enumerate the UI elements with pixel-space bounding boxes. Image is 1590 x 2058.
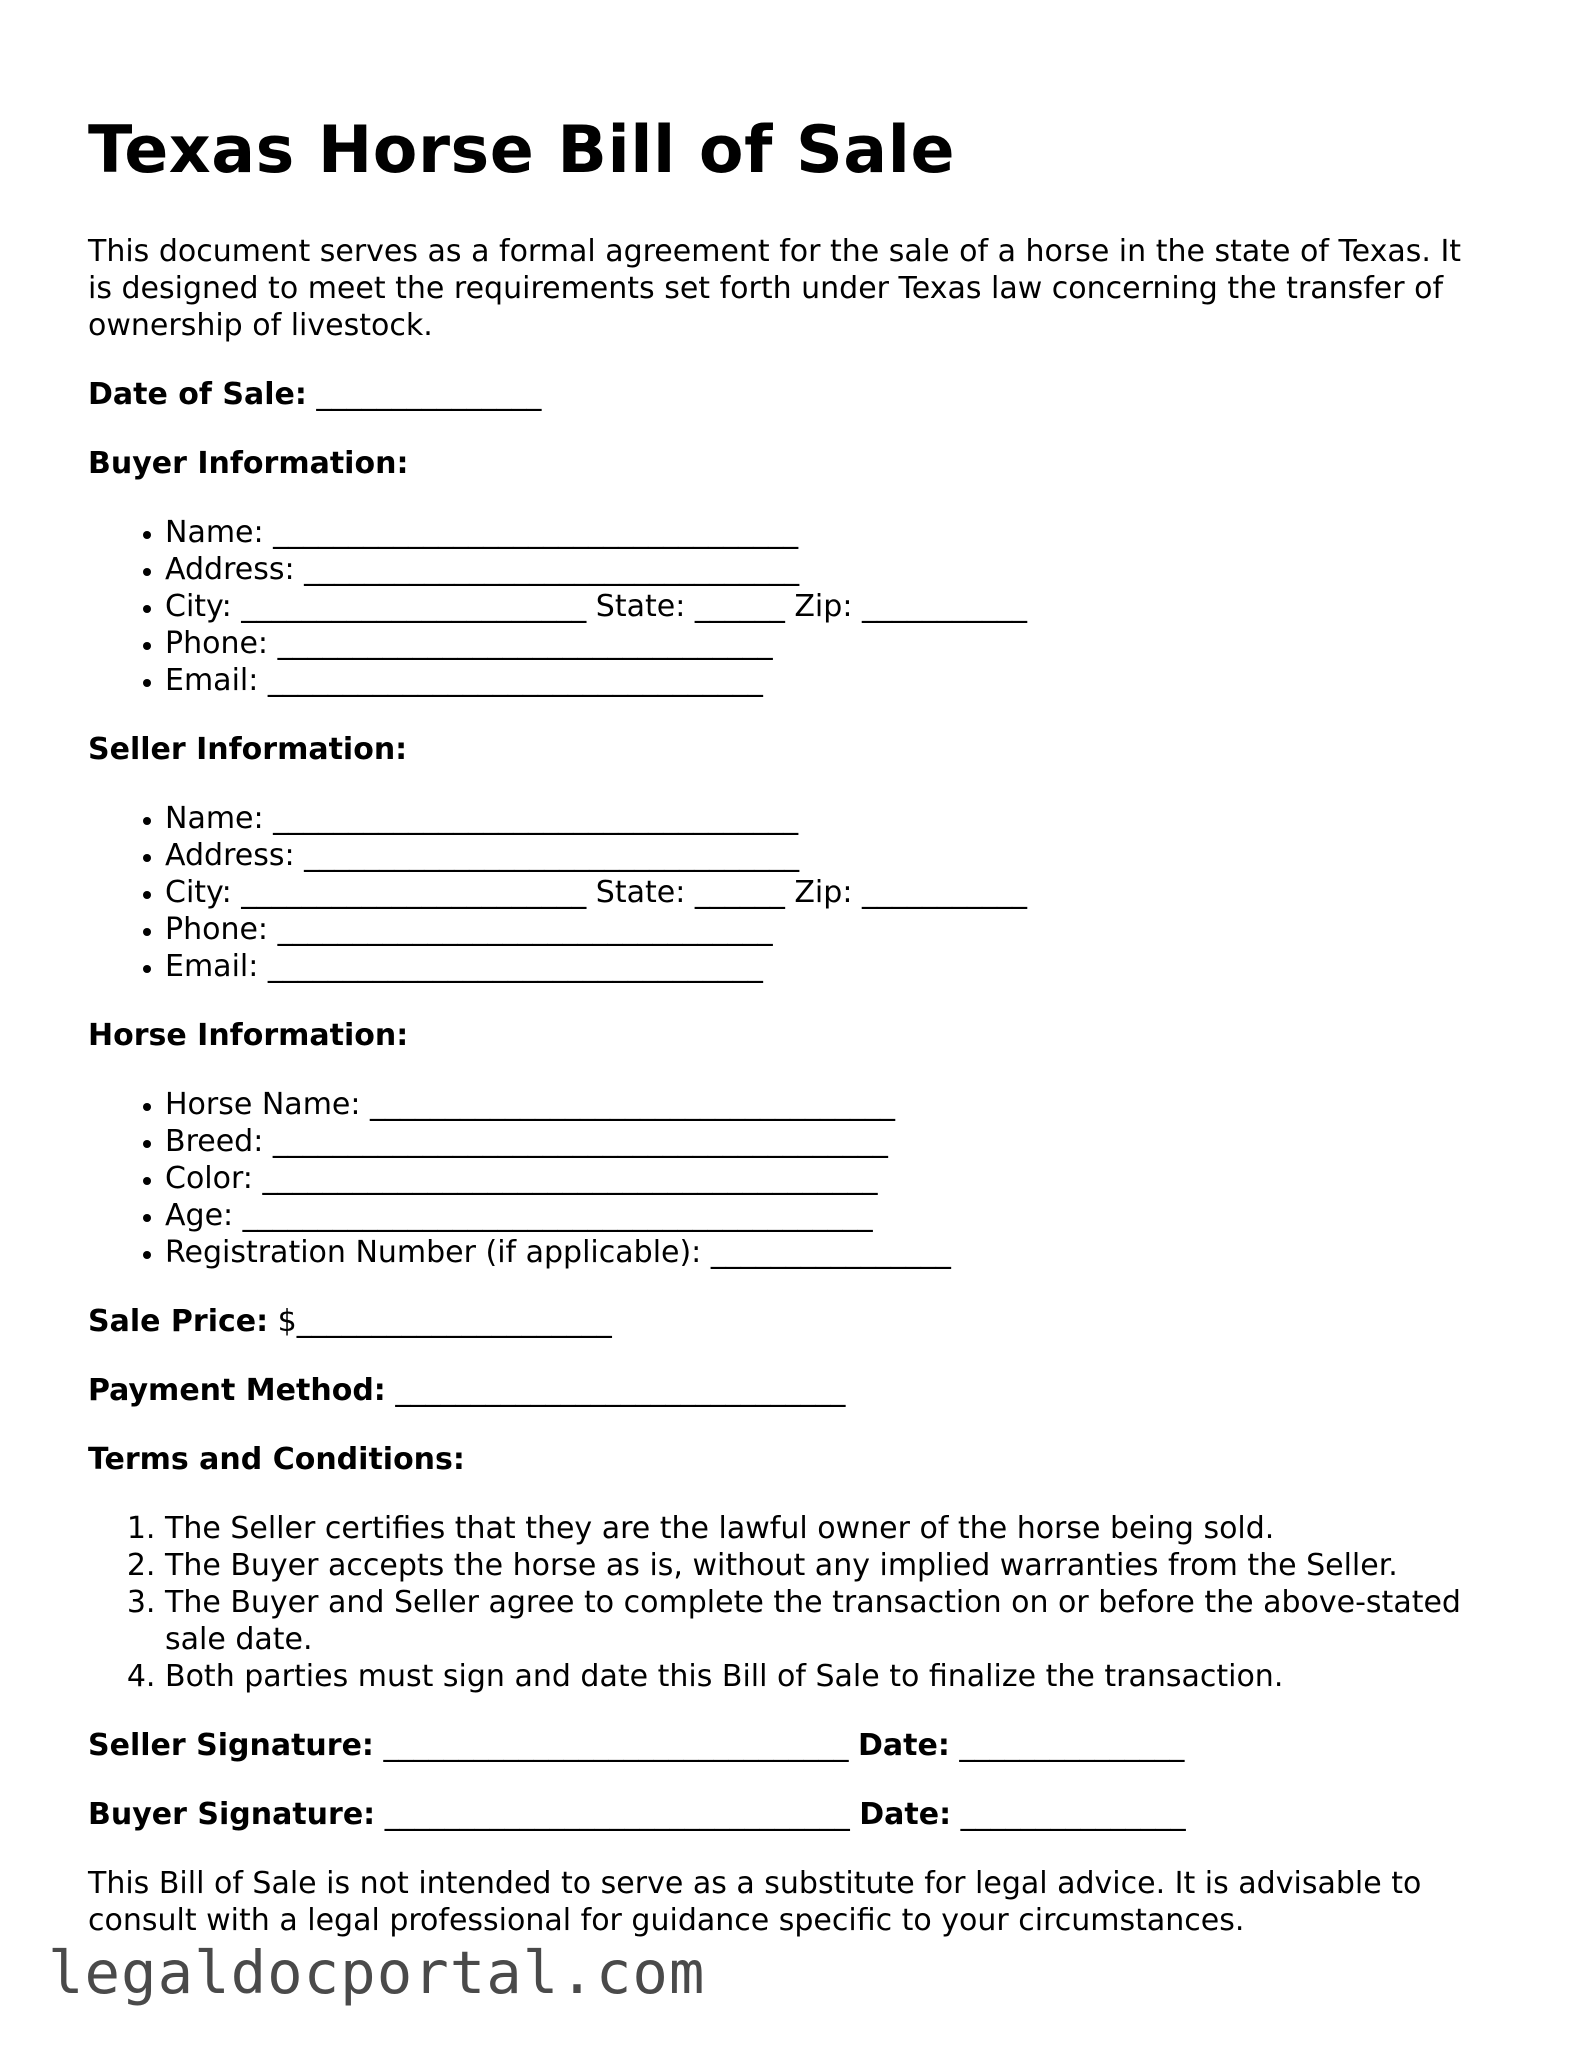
intro-paragraph: This document serves as a formal agreement for the sale of a horse in the state of Texas. It is designed to meet the requirements set forth under Texas law concerning the transfer of ownership of livestock.: [88, 234, 1462, 343]
horse-age-field[interactable]: • Age: __________________________________________: [165, 1197, 1508, 1234]
legal-disclaimer: This Bill of Sale is not intended to serve as a substitute for legal advice. It is advisable to consult with a legal professional for guidance specific to your circumstances.: [88, 1866, 1422, 1938]
horse-registration-field[interactable]: • Registration Number (if applicable): ________________: [165, 1234, 1508, 1271]
buyer-list: [88, 514, 1508, 699]
buyer-signature-blank[interactable]: _______________________________: [384, 1797, 850, 1832]
document-title: Texas Horse Bill of Sale: [88, 113, 956, 188]
seller-date-blank[interactable]: _______________: [959, 1728, 1185, 1763]
buyer-city-state-zip-field[interactable]: • City: _______________________ State: ______ Zip: ___________: [165, 588, 1508, 625]
buyer-name-field[interactable]: • Name: ___________________________________: [165, 514, 1508, 551]
horse-breed-field[interactable]: • Breed: _________________________________________: [165, 1123, 1508, 1160]
buyer-email-field[interactable]: • Email: _________________________________: [165, 662, 1508, 699]
seller-date-label: Date:: [858, 1728, 950, 1763]
terms-heading: Terms and Conditions:: [88, 1442, 465, 1477]
buyer-signature-row: [88, 1796, 1508, 1833]
buyer-date-label: Date:: [859, 1797, 952, 1832]
seller-address-field[interactable]: • Address: _________________________________: [165, 837, 1508, 874]
horse-heading: Horse Information:: [88, 1018, 409, 1053]
buyer-signature-label: Buyer Signature:: [88, 1797, 376, 1832]
buyer-date-blank[interactable]: _______________: [960, 1797, 1186, 1832]
horse-list: [88, 1086, 1508, 1271]
buyer-heading: Buyer Information:: [88, 446, 409, 481]
document-page: [88, 108, 1508, 1969]
term-item: 4. Both parties must sign and date this Bill of Sale to finalize the transaction.: [165, 1658, 1508, 1695]
term-item: 2. The Buyer accepts the horse as is, without any implied warranties from the Seller.: [165, 1547, 1508, 1584]
seller-list: [88, 800, 1508, 985]
sale-price-blank[interactable]: $_____________________: [277, 1304, 612, 1339]
date-of-sale-field[interactable]: [88, 376, 1508, 413]
seller-signature-label: Seller Signature:: [88, 1728, 374, 1763]
seller-signature-row: [88, 1727, 1508, 1764]
seller-city-state-zip-field[interactable]: • City: _______________________ State: ______ Zip: ___________: [165, 874, 1508, 911]
payment-method-field[interactable]: [88, 1372, 1508, 1409]
seller-email-field[interactable]: • Email: _________________________________: [165, 948, 1508, 985]
term-item: 1. The Seller certifies that they are the lawful owner of the horse being sold.: [165, 1510, 1508, 1547]
term-item: 3. The Buyer and Seller agree to complete the transaction on or before the above-stated sale date.: [165, 1584, 1508, 1658]
seller-heading: Seller Information:: [88, 732, 408, 767]
seller-phone-field[interactable]: • Phone: _________________________________: [165, 911, 1508, 948]
buyer-phone-field[interactable]: • Phone: _________________________________: [165, 625, 1508, 662]
sale-price-label: Sale Price:: [88, 1304, 269, 1339]
sale-price-field[interactable]: [88, 1303, 1508, 1340]
buyer-address-field[interactable]: • Address: _________________________________: [165, 551, 1508, 588]
payment-method-label: Payment Method:: [88, 1373, 386, 1408]
horse-name-field[interactable]: • Horse Name: ___________________________________: [165, 1086, 1508, 1123]
date-of-sale-label: Date of Sale:: [88, 377, 307, 412]
terms-list: [88, 1510, 1508, 1695]
date-of-sale-blank[interactable]: _______________: [316, 377, 542, 412]
horse-color-field[interactable]: • Color: _________________________________________: [165, 1160, 1508, 1197]
seller-name-field[interactable]: • Name: ___________________________________: [165, 800, 1508, 837]
seller-signature-blank[interactable]: _______________________________: [383, 1728, 849, 1763]
site-watermark: legaldocportal.com: [48, 1938, 706, 2007]
payment-method-blank[interactable]: ______________________________: [395, 1373, 846, 1408]
